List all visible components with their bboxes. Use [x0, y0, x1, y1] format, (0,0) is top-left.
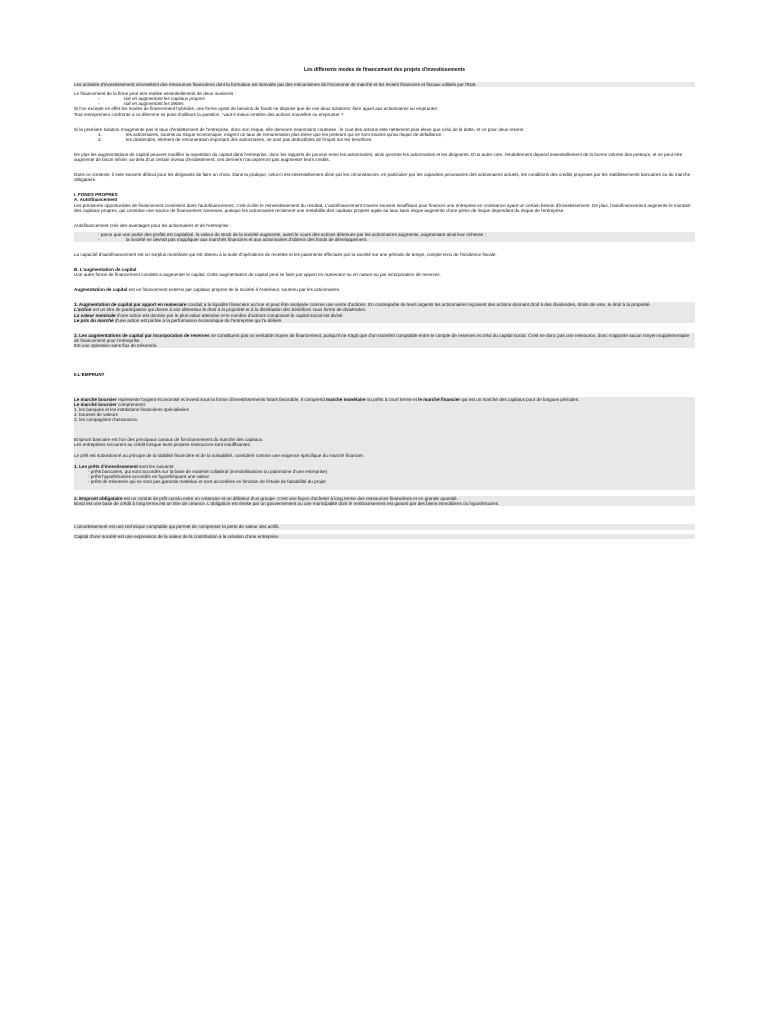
emprunt-obligataire-line-1: 2. Emprunt obligataire est un contrat de prêt conclu entre un créancier et un débiteur d'un groupe. C'est une façon d'acheter à long terme des ressources financières et en grande quantité.	[74, 496, 458, 502]
advantage-item-1: - parce que une partie des profits est capitalisé, la valeur du stock de la société augmente, aussi le cours des actions détenues par les actionnaires augmente, augmentant ainsi leur richesse ;	[98, 231, 486, 237]
marche-boursier-paragraph: Le marché boursier represente l'argent économisé et investi sous la forme d'investissements futurs favorable. Il comprend marché monétaire ou prêts à court terme et le marché financier qui est un marché des capitaux pour de longues périodes.	[74, 397, 580, 403]
emprunt-block	[74, 397, 695, 490]
method-bullet-1: - soit en augmentant les capitaux propres	[98, 96, 205, 102]
action-definition: L'action est un titre de participation qui donne à son détenteur le droit à la propriété et à la distribution des bénéfices sous forme de dividendes.	[74, 307, 367, 313]
methods-lead: Le financement de la firme peut etre realise essentiellement de deux manieres :	[74, 91, 236, 97]
section-heading-emprunt: II.L'EMPRUNT	[74, 372, 105, 377]
capital-structure-paragraph: De plus les augmentations de capital peuvent modifier la repartition du capital dans l'entreprise, donc les rapports de pouvoir entre les actionnaires, ainsi qu'entre les actionnaires et les dirigeants. D'un autre cote, l'endettement depend essentiellement de la bonne volonte des preteurs, et ne peut etre augmente de facon infinie: au-dela d'un certain niveau d'endettement, ces derniers n'accepteront pas augmenter leurs credits.	[74, 151, 683, 163]
pret-paragraph: Le prêt est subordonné au principe de la stabilité financière et de la solvabilité, considéré comme une exigence spécifique du marché financier.	[74, 452, 365, 458]
document-title: Les differents modes de financement des projets d'investissements	[304, 67, 465, 73]
section-heading-fonds-propres: I. FONDS PROPRES	[74, 192, 118, 198]
amortissement-paragraph: L'amortissement est une technique comptable qui permet de compenser la perte de valeur des actifs.	[74, 524, 695, 529]
reserves-tail: Est une opération sans flux de trésorerie.	[74, 342, 158, 348]
emprunt-bancaire-line-2: Les entreprises recourent au crédit lorsque leurs propres ressources sont insuffisantes.	[74, 441, 252, 447]
component-item-2: 2. bourses de valeurs	[74, 412, 118, 418]
context-paragraph: Dans ce contexte, il este souvent délicat pour les dirigeants de faire un choix. Dans la pratique, celui-ci est essentiellement dicte par les circonstances, en particulier par les capacites pecuniaires des actionnaires actuels, les conditions des credits proposes par les etablissements bancaires ou du marche obligataire.	[74, 172, 691, 183]
intro-paragraph: Les activités d'investissement nécessitent des ressources financières dont la formation est stimulée par des mécanismes de l'économie de marché et les leviers financiers et fiscaux utilisés par l'Etat.	[74, 82, 695, 87]
emprunt-obligataire-block	[74, 496, 695, 506]
advantages-list	[74, 232, 695, 242]
subsection-heading-augmentation: B. L'augmentation de capital	[74, 267, 137, 273]
cost-item-1: 1. les actionnaires, soumis au risque economique, exigent un taux de remuneration plus eleve que les preteurs qui ne sont soumis qu'au risque de defaillance ;	[98, 131, 445, 137]
reserves-item: 2. Les augmentations de capital par incorporation de reserves ne constituent pas un veritable moyen de financement, puisqu'il ne s'agit que d'un transfert comptable entre le compte de reserves et celui du capital social. C'est ne donc pas une ressource, donc n'apporte aucun moyen supplementaire de financement pour l'entreprise.	[74, 332, 690, 343]
method-bullet-2: - soit en augmentant les dettes.	[98, 101, 185, 107]
financing-methods-paragraph	[74, 91, 695, 116]
component-item-1: 1. les banques et les institutions financières spécialisées	[74, 407, 189, 413]
pret-type-3: - prêts de trésorerie qui ne sont pas garantis matériau et sont accordées en fonction de l'étude de faisabilité du projet	[88, 479, 326, 485]
cost-lead: Si la premiere solution n'augmente pas le taux d'endettement de l'entreprise, donc son risque, elle demeure neanmoins couteuse : le cout des actions este nettement plus eleve que celui de la dette, et ce pour deux resons :	[74, 126, 526, 132]
capital-paragraph: Capital d'une société est une expression de la valeur de la contribution à la création d'une entreprise.	[74, 534, 695, 539]
augmentation-definition: Augmentation de capital est un financement externe par capitaux propres de la société à l'extérieur, soutenu par les actionnaires.	[74, 287, 341, 293]
components-lead: Le marché boursier comprennent:	[74, 402, 147, 408]
pret-type-2: - prêts hypothécaires accordés en hypothéquant une valeur	[88, 474, 210, 480]
valeur-nominale-definition: La valeur nominale d'une action est donnée par le plus-value attendue et le nombre d'actions composant le capital social est divisé.	[74, 312, 344, 318]
augmentation-intro: Une autre forme de financement consiste a augmenter le capital. Cette augmentation de capital peut se faire par apport en numeraire ou en nature ou par incorporation de reserves.	[74, 272, 441, 278]
methods-line-3: Si l'on excepte en effet les modes de financement hybrides, une forme ayant de besoins de fonds ne dispose que de ces deux solutions: faire appel aux actionnaires ou emprunter.	[74, 106, 439, 112]
cost-paragraph	[74, 127, 695, 142]
emprunt-obligataire-line-2: Bond est une base de crédit à long terme,est un titre de créance. L'obligation est émise par un gouvernement ou une municipalité dont le remboursement est garanti par des biens immobiliers ou hypothécaires.	[74, 501, 500, 507]
numeraire-block	[74, 302, 695, 322]
prix-marche-definition: Le prix du marché d'une action est portée à la performance économique de l'entreprise qui l'a délivré.	[74, 317, 283, 323]
cost-item-2: 2. les dividendes, element de remuneration important des actionnaires, ne sont pas deductibles de l'impot sur les benefices.	[98, 136, 373, 142]
autofinancement-paragraph: Les premieres opportunities de financement consistent dans l'autofinancement, c'est-à-dire le reinvestissement du resultat. L'autofinancement s'avere souvent insuffisant pour financer une entreprise en croissance ayant un certain besoin d'investissement. De plus, l'autofinancement augmente le montant des capitaux propres, qui constitue une source de financement onereuse, puisque les actionnaires reclament une rentabilite des capitaux propres egale au taux sans risque augmente d'une prime de risque dependant du risque de l'entreprise.	[74, 202, 691, 213]
advantages-lead: Autofinancement crée des avantages pour les actionnaires et de l'entreprise :	[74, 222, 232, 228]
numeraire-item: 1. Augmentation de capital par apport en numeraire conduit a la liquidité financiere accrue et peut être analysée comme une vente d'actions. En contrepartie de leurs argents les actionnaires reçoivent des actions donnant droit à des dividendes, droits de vote, le droit à la propriété.	[74, 302, 651, 308]
component-item-3: 3. les compagnies d'assurance.	[74, 417, 139, 423]
prets-investissement-lead: 1. Les prêts d'investissement sont les suivants:	[74, 463, 175, 469]
emprunt-bancaire-line-1: Emprunt bancaire est l'un des principaux canaux de fonctionnement du marché des capitaux.	[74, 436, 264, 442]
document-body	[74, 68, 695, 543]
capacite-paragraph: La capacité d'autofinancement est un surplus monétaire qui est obtenu à la suite d'opérations de recettes et les paiements effectués par la société sur une période de temps, compte tenu de l'incidence fiscale.	[74, 251, 497, 257]
reserves-block	[74, 333, 695, 348]
pret-type-1: - prêts bancaires, qui sont accordés sur la base de matériel collatéral (immobilisations ou patrimoine d'une entreprise)	[88, 468, 328, 474]
advantage-item-2: - la société ne devrait pas s'appliquer aux marchés financiers et aux actionnaires d'obtenir des fonds de développement.	[98, 236, 368, 242]
methods-line-4: Tout entrepreneur confronte a ce dilemme se pose d'ailleurs la question : vaut-il mieux emettre des actions nouvelles ou emprunter ?	[74, 111, 344, 117]
subsection-heading-autofinancement: A. Autofinancement	[74, 197, 118, 203]
